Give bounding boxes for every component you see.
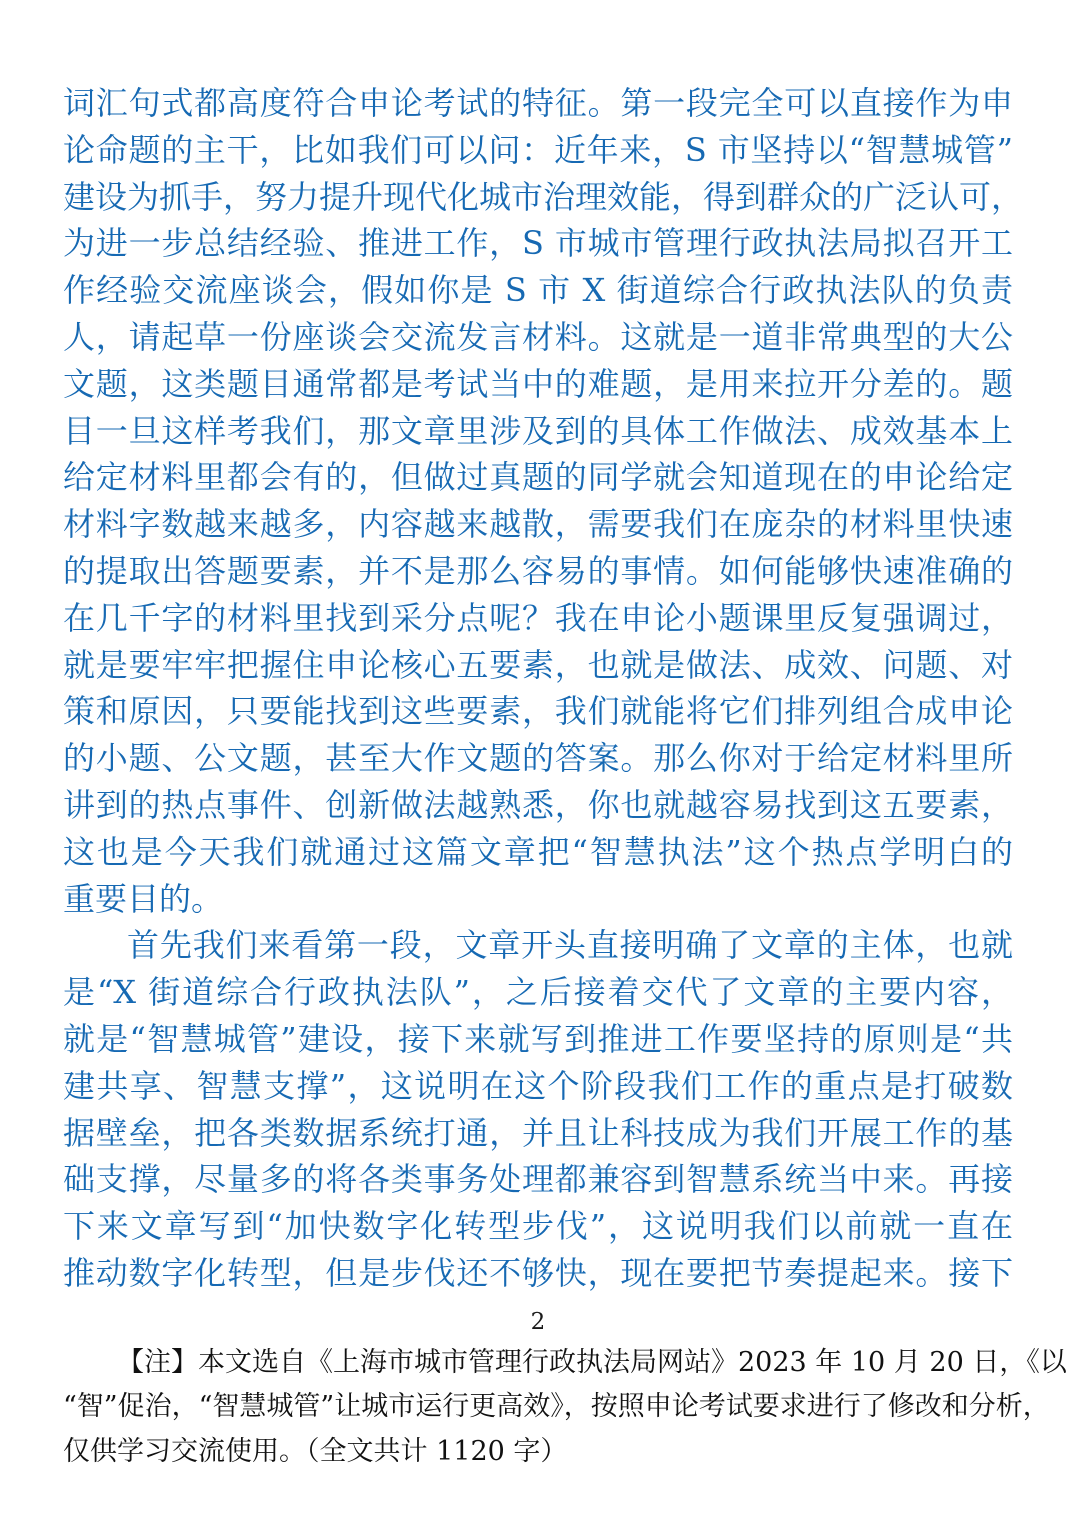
text-line: 论命题的主干，比如我们可以问：近年来，S 市坚持以“智慧城管” bbox=[63, 130, 1013, 169]
page-content bbox=[63, 80, 1067, 1474]
text-line: 础支撑，尽量多的将各类事务处理都兼容到智慧系统当中来。再接 bbox=[63, 1160, 1013, 1199]
text-line: 建设为抓手，努力提升现代化城市治理效能，得到群众的广泛认可， bbox=[63, 177, 1024, 216]
footnote bbox=[63, 1341, 1067, 1475]
paragraph bbox=[63, 1341, 1067, 1475]
text-line: 就是“智慧城管”建设，接下来就写到推进工作要坚持的原则是“共 bbox=[63, 1019, 1013, 1058]
text-line: 材料字数越来越多，内容越来越散，需要我们在庞杂的材料里快速 bbox=[63, 505, 1013, 544]
text-line: 为进一步总结经验、推进工作，S 市城市管理行政执法局拟召开工 bbox=[63, 224, 1013, 263]
text-line: 【注】本文选自《上海市城市管理行政执法局网站》2023 年 10 月 20 日，《以 bbox=[117, 1346, 1067, 1378]
body-text bbox=[63, 80, 1024, 1297]
text-line: 在几千字的材料里找到采分点呢？我在申论小题课里反复强调过， bbox=[63, 598, 1013, 637]
text-line: 策和原因，只要能找到这些要素，我们就能将它们排列组合成申论 bbox=[63, 692, 1013, 731]
text-line: 讲到的热点事件、创新做法越熟悉，你也就越容易找到这五要素， bbox=[63, 785, 1013, 824]
text-line: 目一旦这样考我们，那文章里涉及到的具体工作做法、成效基本上 bbox=[63, 411, 1013, 450]
text-line: 就是要牢牢把握住申论核心五要素，也就是做法、成效、问题、对 bbox=[63, 645, 1013, 684]
text-line: 文题，这类题目通常都是考试当中的难题，是用来拉开分差的。题 bbox=[63, 364, 1013, 403]
text-line: 下来文章写到“加快数字化转型步伐”，这说明我们以前就一直在 bbox=[63, 1207, 1013, 1246]
paragraph bbox=[63, 80, 1024, 922]
text-line: 首先我们来看第一段，文章开头直接明确了文章的主体，也就 bbox=[127, 926, 1013, 965]
page-number: 2 bbox=[530, 1308, 546, 1335]
text-line: 重要目的。 bbox=[63, 879, 224, 918]
text-line: 的小题、公文题，甚至大作文题的答案。那么你对于给定材料里所 bbox=[63, 739, 1013, 778]
paragraph bbox=[63, 922, 1013, 1296]
text-line: 是“X 街道综合行政执法队”，之后接着交代了文章的主要内容， bbox=[63, 973, 1013, 1012]
text-line: 推动数字化转型，但是步伐还不够快，现在要把节奏提起来。接下 bbox=[63, 1253, 1013, 1292]
text-line: 仅供学习交流使用。（全文共计 1120 字） bbox=[63, 1435, 568, 1467]
text-line: 的提取出答题要素，并不是那么容易的事情。如何能够快速准确的 bbox=[63, 551, 1013, 590]
text-line: 人，请起草一份座谈会交流发言材料。这就是一道非常典型的大公 bbox=[63, 317, 1013, 356]
text-line: “智”促治，“智慧城管”让城市运行更高效》，按照申论考试要求进行了修改和分析， bbox=[63, 1391, 1050, 1423]
text-line: 据壁垒，把各类数据系统打通，并且让科技成为我们开展工作的基 bbox=[63, 1113, 1013, 1152]
text-line: 这也是今天我们就通过这篇文章把“智慧执法”这个热点学明白的 bbox=[63, 832, 1013, 871]
text-line: 作经验交流座谈会，假如你是 S 市 X 街道综合行政执法队的负责 bbox=[63, 271, 1013, 310]
text-line: 词汇句式都高度符合申论考试的特征。第一段完全可以直接作为申 bbox=[63, 84, 1013, 122]
text-line: 建共享、智慧支撑”，这说明在这个阶段我们工作的重点是打破数 bbox=[63, 1066, 1013, 1105]
text-line: 给定材料里都会有的，但做过真题的同学就会知道现在的申论给定 bbox=[63, 458, 1013, 497]
